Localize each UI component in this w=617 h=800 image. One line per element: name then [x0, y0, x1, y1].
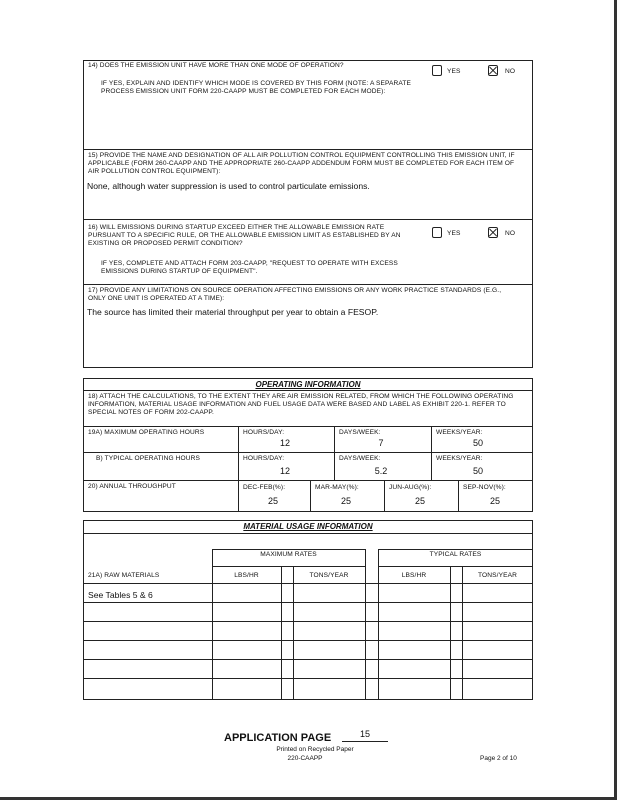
max-rates-mid	[212, 566, 365, 567]
q16-instructions: IF YES, COMPLETE AND ATTACH FORM 203-CAAPP, "REQUEST TO OPERATE WITH EXCESS EMISSIONS DURING STARTUP OF EQUIPMENT".	[101, 260, 398, 276]
max-split-a	[281, 566, 282, 700]
material-usage-title: MATERIAL USAGE INFORMATION	[243, 522, 373, 531]
q18-rule	[83, 426, 533, 427]
mar-may-label: MAR-MAY(%):	[315, 484, 359, 491]
material-row-rule-4	[83, 659, 533, 660]
q17-answer[interactable]: The source has limited their material throughput per year to obtain a FESOP.	[87, 307, 379, 317]
material-row-rule-2	[83, 621, 533, 622]
raw-materials-label: 21A) RAW MATERIALS	[88, 572, 160, 579]
material-usage-box	[83, 520, 533, 700]
grid-t3	[384, 480, 385, 512]
divider-16-17	[83, 284, 533, 285]
typ-rates-top	[378, 549, 533, 550]
max-days-week-label: DAYS/WEEK:	[339, 429, 381, 436]
q16-yes-label: YES	[447, 230, 461, 237]
max-weeks-year-label: WEEKS/YEAR:	[436, 429, 483, 436]
typ-split-b	[462, 566, 463, 700]
q14-no-label: NO	[505, 68, 516, 75]
operating-info-title: OPERATING INFORMATION	[255, 380, 361, 389]
max-hours-day-label: HOURS/DAY:	[243, 429, 285, 436]
q15-answer[interactable]: None, although water suppression is used to control particulate emissions.	[87, 181, 370, 191]
mar-may-value[interactable]: 25	[340, 496, 351, 506]
typ-days-week-label: DAYS/WEEK:	[339, 455, 381, 462]
application-page-number: 15	[359, 729, 370, 739]
typ-hours-day-label: HOURS/DAY:	[243, 455, 285, 462]
typ-weeks-year-value[interactable]: 50	[472, 466, 483, 476]
application-page-underline	[342, 741, 388, 742]
grid-t1	[238, 480, 239, 512]
typ-weeks-year-label: WEEKS/YEAR:	[436, 455, 483, 462]
material-row-rule-5	[83, 678, 533, 679]
q16-no-checkbox[interactable]	[488, 227, 498, 238]
material-title-rule	[83, 533, 533, 534]
grid-v3	[431, 426, 432, 480]
typ-hours-label: B) TYPICAL OPERATING HOURS	[96, 455, 200, 462]
grid-v1	[238, 426, 239, 480]
max-rates-header: MAXIMUM RATES	[260, 551, 317, 558]
material-row-rule-1	[83, 602, 533, 603]
q16-yes-checkbox[interactable]	[432, 227, 442, 238]
jun-aug-label: JUN-AUG(%):	[389, 484, 432, 491]
throughput-label: 20) ANNUAL THROUGHPUT	[88, 483, 176, 490]
material-row-rule-3	[83, 640, 533, 641]
typ-split-a	[450, 566, 451, 700]
q17-question: 17) PROVIDE ANY LIMITATIONS ON SOURCE OPERATION AFFECTING EMISSIONS OR ANY WORK PRACTICE STANDARDS (E.G., ONLY ONE UNIT IS OPERATED AT A TIME):	[88, 287, 502, 303]
q14-yes-label: YES	[447, 68, 461, 75]
max-hours-day-value[interactable]: 12	[279, 438, 290, 448]
raw-material-row-1[interactable]: See Tables 5 & 6	[88, 590, 153, 600]
max-days-week-value[interactable]: 7	[378, 438, 384, 448]
typ-tons-year-header: TONS/YEAR	[478, 572, 517, 579]
q16-no-label: NO	[505, 230, 516, 237]
max-hours-label: 19A) MAXIMUM OPERATING HOURS	[88, 429, 205, 436]
q16-question: 16) WILL EMISSIONS DURING STARTUP EXCEED EITHER THE ALLOWABLE EMISSION RATE PURSUANT TO A SPECIFIC RULE, OR THE ALLOWABLE EMISSION LIMIT AS ESTABLISHED BY AN EXISTING OR PROPOSED PERMIT CONDITION?	[88, 224, 401, 248]
q14-no-checkbox[interactable]	[488, 65, 498, 76]
q14-instructions: IF YES, EXPLAIN AND IDENTIFY WHICH MODE IS COVERED BY THIS FORM (NOTE: A SEPARATE PROCESS EMISSION UNIT FORM 220-CAAPP MUST BE COMPLETED FOR EACH MODE):	[101, 80, 412, 96]
q18-text: 18) ATTACH THE CALCULATIONS, TO THE EXTENT THEY ARE AIR EMISSION RELATED, FROM WHICH THE FOLLOWING OPERATING INFORMATION, MATERIAL USAGE INFORMATION AND FUEL USAGE DATA WERE BASED AND LABEL AS EXHIBIT 220-1. REFER TO SPECIAL NOTES OF FORM 202-CAAPP.	[88, 393, 514, 417]
dec-feb-label: DEC-FEB(%):	[243, 484, 286, 491]
dec-feb-value[interactable]: 25	[267, 496, 278, 506]
typ-rates-header: TYPICAL RATES	[429, 551, 482, 558]
typ-days-week-value[interactable]: 5.2	[374, 466, 388, 476]
grid-v2	[334, 426, 335, 480]
max-rates-top	[212, 549, 365, 550]
max-weeks-year-value[interactable]: 50	[472, 438, 483, 448]
application-page-label: APPLICATION PAGE	[224, 732, 332, 744]
q15-question: 15) PROVIDE THE NAME AND DESIGNATION OF ALL AIR POLLUTION CONTROL EQUIPMENT CONTROLLING THIS EMISSION UNIT, IF APPLICABLE (FORM 260-CAAPP AND THE APPROPRIATE 260-CAAPP ADDENDUM FORM MUST BE COMPLETED FOR EACH ITEM OF AIR POLLUTION CONTROL EQUIPMENT):	[88, 152, 515, 176]
max-split-b	[293, 566, 294, 700]
sep-nov-value[interactable]: 25	[489, 496, 500, 506]
recycled-paper-note: Printed on Recycled Paper	[276, 746, 354, 753]
q14-question: 14) DOES THE EMISSION UNIT HAVE MORE THAN ONE MODE OF OPERATION?	[88, 62, 344, 69]
operating-title-rule	[83, 390, 533, 391]
typ-hours-day-value[interactable]: 12	[279, 466, 290, 476]
divider-14-15	[83, 149, 533, 150]
max-lbs-hr-header: LBS/HR	[234, 572, 259, 579]
jun-aug-value[interactable]: 25	[414, 496, 425, 506]
max-tons-year-header: TONS/YEAR	[309, 572, 349, 579]
q14-yes-checkbox[interactable]	[432, 65, 442, 76]
questions-box	[83, 60, 533, 368]
divider-15-16	[83, 219, 533, 220]
grid-t4	[458, 480, 459, 512]
sep-nov-label: SEP-NOV(%):	[463, 484, 506, 491]
page-of: Page 2 of 10	[480, 755, 517, 762]
row-19a-rule	[83, 452, 533, 453]
typ-rates-mid	[378, 566, 533, 567]
grid-t2	[310, 480, 311, 512]
form-id: 220-CAAPP	[287, 755, 323, 762]
material-header-rule	[83, 583, 533, 584]
row-19b-rule	[83, 480, 533, 481]
typ-lbs-hr-header: LBS/HR	[401, 572, 427, 579]
